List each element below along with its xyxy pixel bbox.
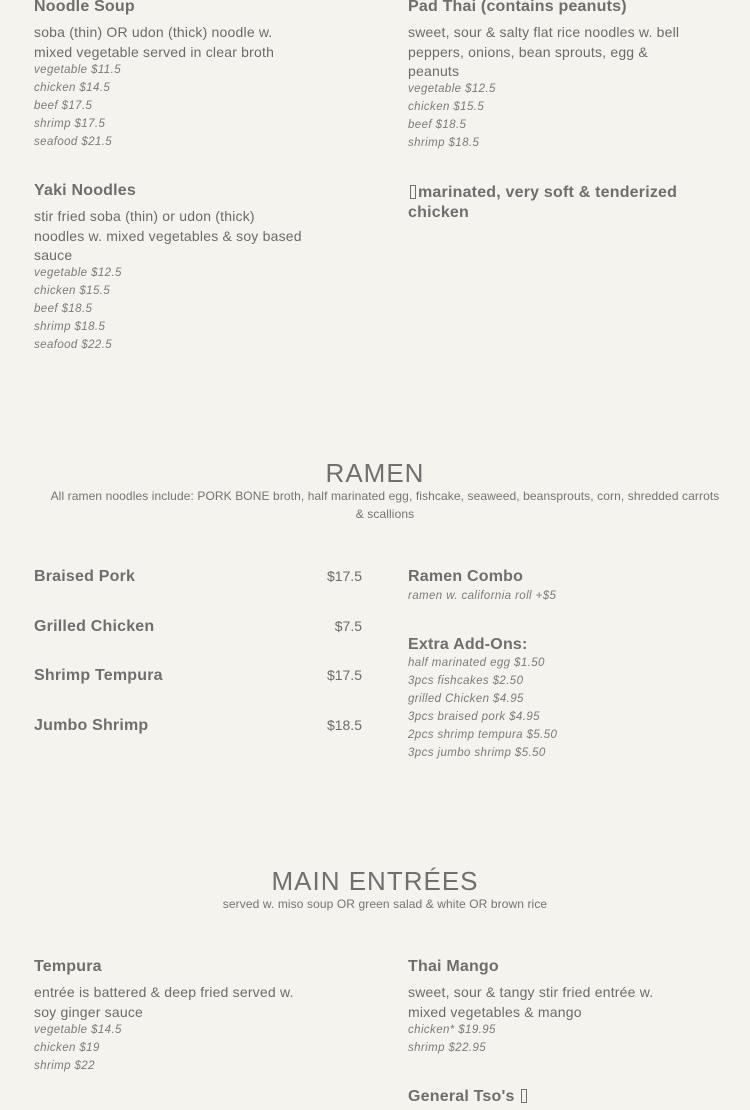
add-on-line: 2pcs shrimp tempura $5.50 bbox=[408, 729, 558, 741]
thai-mango-title: Thai Mango bbox=[408, 958, 499, 975]
option-line: shrimp $22.95 bbox=[408, 1042, 487, 1054]
add-ons-title: Extra Add-Ons: bbox=[408, 636, 528, 653]
tempura-description: entrée is battered & deep fried served w. soy ginger sauce bbox=[34, 984, 294, 1020]
ramen-combo-title: Ramen Combo bbox=[408, 568, 524, 585]
ramen-item-price: $17.5 bbox=[326, 667, 362, 683]
general-tso-title bbox=[408, 1088, 529, 1106]
option-line: vegetable $12.5 bbox=[34, 267, 122, 279]
add-ons-list bbox=[408, 654, 557, 762]
ramen-item-price: $18.5 bbox=[326, 717, 362, 733]
special-marker-icon bbox=[410, 185, 416, 199]
pad-thai-title: Pad Thai (contains peanuts) bbox=[408, 0, 627, 15]
option-line: shrimp $18.5 bbox=[408, 137, 480, 149]
option-line: vegetable $11.5 bbox=[34, 64, 121, 76]
ramen-item-name: Grilled Chicken bbox=[34, 618, 155, 635]
footnote-text: marinated, very soft & tenderized chicken bbox=[408, 184, 678, 221]
option-line: shrimp $17.5 bbox=[34, 118, 106, 130]
add-on-line: 3pcs fishcakes $2.50 bbox=[408, 675, 524, 687]
yaki-noodles-title: Yaki Noodles bbox=[34, 182, 136, 199]
tempura-title: Tempura bbox=[34, 958, 102, 975]
option-line: chicken* $19.95 bbox=[408, 1024, 496, 1036]
option-line: chicken $14.5 bbox=[34, 82, 111, 94]
option-line: chicken $19 bbox=[34, 1042, 100, 1054]
tenderized-chicken-footnote bbox=[408, 183, 693, 223]
ramen-item-name: Jumbo Shrimp bbox=[34, 717, 149, 734]
yaki-noodles-options bbox=[34, 264, 122, 354]
noodle-soup-options bbox=[34, 61, 121, 151]
add-on-line: 3pcs jumbo shrimp $5.50 bbox=[408, 747, 546, 759]
thai-mango-description: sweet, sour & tangy stir fried entrée w. mixed vegetables & mango bbox=[408, 984, 654, 1020]
noodle-soup-description: soba (thin) OR udon (thick) noodle w. mixed vegetable served in clear broth bbox=[34, 24, 275, 60]
pad-thai-options bbox=[408, 80, 496, 152]
spicy-marker-icon bbox=[521, 1089, 527, 1103]
entrees-section-note: served w. miso soup OR green salad & white OR brown rice bbox=[222, 897, 548, 911]
ramen-item-price: $7.5 bbox=[334, 618, 362, 634]
ramen-item-name: Shrimp Tempura bbox=[34, 667, 163, 684]
general-tso-name: General Tso's bbox=[408, 1088, 520, 1105]
entrees-section-title: MAIN ENTRÉES bbox=[271, 866, 479, 896]
tempura-options bbox=[34, 1021, 122, 1075]
option-line: vegetable $14.5 bbox=[34, 1024, 122, 1036]
option-line: shrimp $18.5 bbox=[34, 321, 106, 333]
thai-mango-options bbox=[408, 1021, 496, 1057]
option-line: chicken $15.5 bbox=[408, 101, 485, 113]
ramen-item-name: Braised Pork bbox=[34, 568, 136, 585]
option-line: beef $18.5 bbox=[408, 119, 467, 131]
add-on-line: half marinated egg $1.50 bbox=[408, 657, 545, 669]
pad-thai-description: sweet, sour & salty flat rice noodles w. bell peppers, onions, bean sprouts, egg & peanuts bbox=[408, 24, 680, 79]
option-line: vegetable $12.5 bbox=[408, 83, 496, 95]
add-on-line: grilled Chicken $4.95 bbox=[408, 693, 524, 705]
option-line: shrimp $22 bbox=[34, 1060, 95, 1072]
option-line: beef $18.5 bbox=[34, 303, 93, 315]
ramen-combo-detail: ramen w. california roll +$5 bbox=[408, 590, 557, 602]
option-line: seafood $22.5 bbox=[34, 339, 113, 351]
noodle-soup-title: Noodle Soup bbox=[34, 0, 135, 15]
add-on-line: 3pcs braised pork $4.95 bbox=[408, 711, 540, 723]
option-line: beef $17.5 bbox=[34, 100, 93, 112]
ramen-section-title: RAMEN bbox=[325, 458, 425, 488]
ramen-item-price: $17.5 bbox=[326, 568, 362, 584]
option-line: chicken $15.5 bbox=[34, 285, 111, 297]
ramen-section-note: All ramen noodles include: PORK BONE broth, half marinated egg, fishcake, seaweed, beansprouts, corn, shredded carrots & scallions bbox=[50, 489, 720, 521]
option-line: seafood $21.5 bbox=[34, 136, 113, 148]
yaki-noodles-description: stir fried soba (thin) or udon (thick) noodles w. mixed vegetables & soy based sauce bbox=[34, 208, 302, 263]
